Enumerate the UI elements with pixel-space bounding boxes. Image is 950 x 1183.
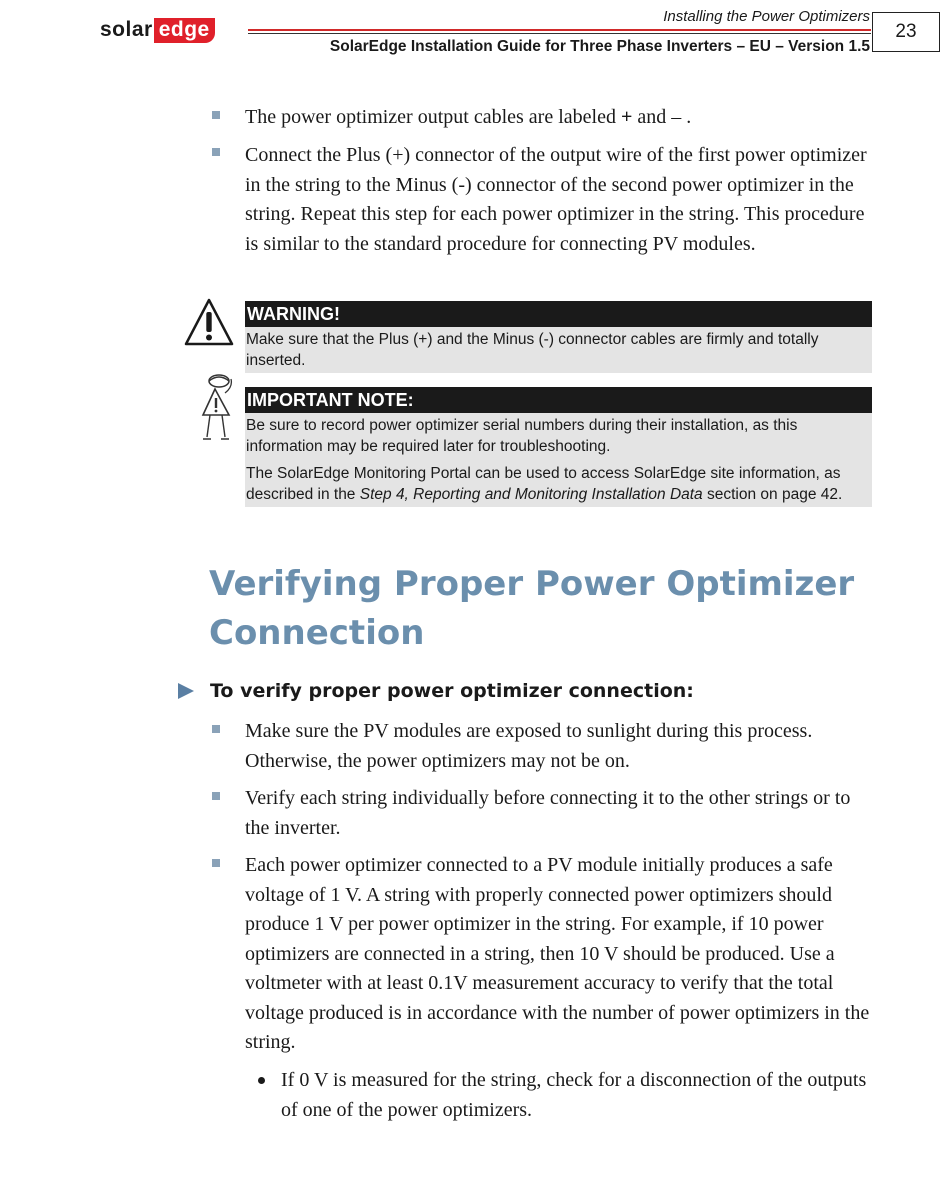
bullet-marker: [212, 148, 220, 156]
warning-callout: [245, 301, 872, 373]
header-rule-dark: [248, 33, 871, 34]
logo-edge-text: edge: [154, 18, 215, 43]
header-rule-red: [248, 29, 871, 31]
bullet-sunlight: Make sure the PV modules are exposed to sunlight during this process. Otherwise, the power optimizers may not be on.: [245, 720, 813, 772]
warning-label: WARNING!: [245, 301, 872, 327]
note-paragraph-2: [245, 459, 872, 507]
warning-text: Make sure that the Plus (+) and the Minus (-) connector cables are firmly and totally inserted.: [246, 331, 819, 369]
logo-solar-text: solar: [100, 18, 153, 41]
bullet-text: The power optimizer output cables are labeled: [245, 106, 621, 128]
important-note-label: IMPORTANT NOTE:: [245, 387, 872, 413]
warning-triangle-icon: [183, 297, 235, 349]
plus-symbol: +: [620, 106, 633, 128]
header-section-title: Installing the Power Optimizers: [663, 8, 870, 25]
bullet-safe-voltage: Each power optimizer connected to a PV module initially produces a safe voltage of 1 V. A string with properly connected power optimizers should produce 1 V per power optimizer in the string. For example, if 10 power optimizers are connected in a string, then 10 V should be produced. Use a voltmeter with at least 0.1V measurement accuracy to verify that the total voltage produced is in accordance with the number of power optimizers in the string.: [245, 854, 870, 1053]
bullet-connect-connectors: Connect the Plus (+) connector of the output wire of the first power optimizer in the string to the Minus (-) connector of the second power optimizer in the string. Repeat this step for each power optimizer in the string. This procedure is similar to the standard procedure for connecting PV modules.: [245, 144, 867, 255]
note-text: section on page 42.: [702, 486, 843, 503]
note-figure-icon: [195, 373, 237, 453]
note-reference: Step 4, Reporting and Monitoring Installation Data: [359, 486, 703, 503]
bullet-marker: [212, 792, 220, 800]
bullet-cable-labels: [245, 103, 870, 133]
important-note-callout: [245, 387, 872, 507]
sub-bullet-zero-volts: If 0 V is measured for the string, check for a disconnection of the outputs of one of the power optimizers.: [281, 1069, 867, 1121]
bullet-marker: [212, 859, 220, 867]
bullet-text: and – .: [632, 106, 692, 128]
note-text: The SolarEdge Monitoring Portal can be used to access SolarEdge site information, as described in the: [246, 465, 841, 503]
bullet-marker: [212, 111, 220, 119]
procedure-title: To verify proper power optimizer connection:: [210, 680, 694, 702]
procedure-arrow-icon: [177, 682, 195, 700]
page-number: 23: [872, 12, 940, 52]
bullet-verify-each-string: Verify each string individually before connecting it to the other strings or to the inverter.: [245, 787, 851, 839]
solaredge-logo: [100, 18, 215, 44]
bullet-marker: [212, 725, 220, 733]
section-title: Verifying Proper Power Optimizer Connection: [209, 564, 855, 653]
header-guide-title: SolarEdge Installation Guide for Three Phase Inverters – EU – Version 1.5: [329, 38, 870, 55]
note-paragraph-1: Be sure to record power optimizer serial numbers during their installation, as this information may be required later for troubleshooting.: [246, 417, 798, 455]
sub-bullet-marker: [258, 1077, 265, 1084]
